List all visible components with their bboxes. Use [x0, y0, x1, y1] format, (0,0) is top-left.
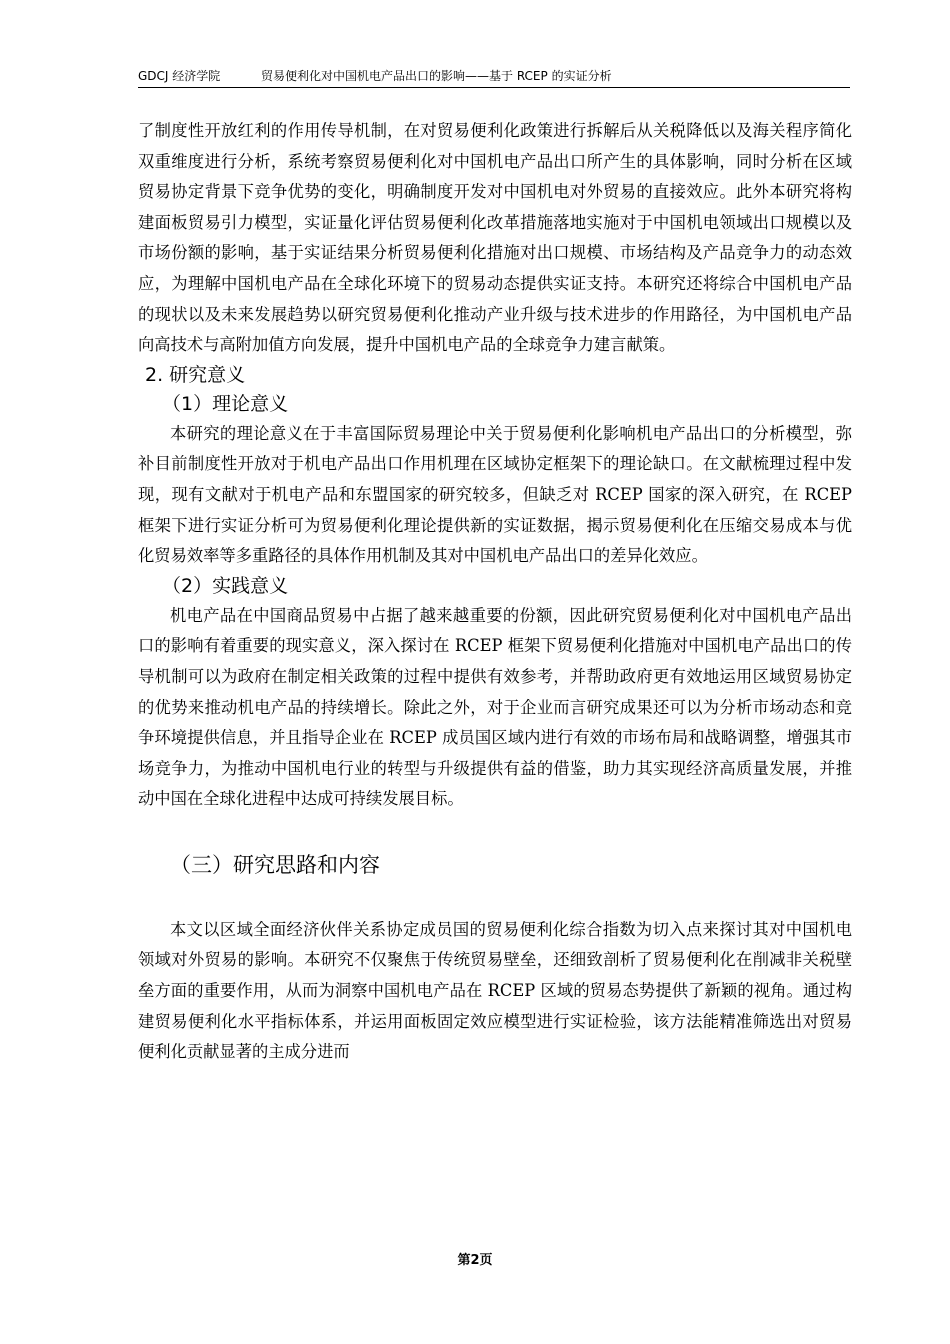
header-title: 贸易便利化对中国机电产品出口的影响——基于 RCEP 的实证分析 — [261, 69, 612, 83]
heading-practical-significance: （2）实践意义 — [162, 574, 289, 597]
page-content — [138, 116, 852, 1068]
paragraph-theoretical: 本研究的理论意义在于丰富国际贸易理论中关于贸易便利化影响机电产品出口的分析模型，弥补目前制度性开放对于机电产品出口作用机理在区域协定框架下的理论缺口。在文献梳理过程中发现，现有文献对于机电产品和东盟国家的研究较多，但缺乏对 RCEP 国家的深入研究，在 RCEP 框架下进行实证分析可为贸易便利化理论提供新的实证数据，揭示贸易便利化在压缩交易成本与优化贸易效率等多重路径的具体作用机制及其对中国机电产品出口的差异化效应。 — [138, 423, 852, 566]
paragraph-practical: 机电产品在中国商品贸易中占据了越来越重要的份额，因此研究贸易便利化对中国机电产品出口的影响有着重要的现实意义，深入探讨在 RCEP 框架下贸易便利化措施对中国机电产品出口的传导机制可以为政府在制定相关政策的过程中提供有效参考，并帮助政府更有效地运用区域贸易协定的优势来推动机电产品的持续增长。除此之外，对于企业而言研究成果还可以为分析市场动态和竞争环境提供信息，并且指导企业在 RCEP 成员国区域内进行有效的市场布局和战略调整，增强其市场竞争力，为推动中国机电行业的转型与升级提供有益的借鉴，助力其实现经济高质量发展，并推动中国在全球化进程中达成可持续发展目标。 — [138, 605, 852, 809]
page-number: 第2页 — [457, 1253, 493, 1268]
page-header — [138, 67, 850, 88]
paragraph-intro: 了制度性开放红利的作用传导机制，在对贸易便利化政策进行拆解后从关税降低以及海关程序简化双重维度进行分析，系统考察贸易便利化对中国机电产品出口所产生的具体影响，同时分析在区域贸易协定背景下竞争优势的变化，明确制度开发对中国机电对外贸易的直接效应。此外本研究将构建面板贸易引力模型，实证量化评估贸易便利化改革措施落地实施对于中国机电领域出口规模以及市场份额的影响，基于实证结果分析贸易便利化措施对出口规模、市场结构及产品竞争力的动态效应，为理解中国机电产品在全球化环境下的贸易动态提供实证支持。本研究还将综合中国机电产品的现状以及未来发展趋势以研究贸易便利化推动产业升级与技术进步的作用路径，为中国机电产品向高技术与高附加值方向发展，提升中国机电产品的全球竞争力建言献策。 — [138, 121, 852, 355]
heading-research-significance: 2. 研究意义 — [145, 363, 246, 386]
spacer — [138, 879, 852, 915]
header-school: GDCJ 经济学院 — [138, 69, 221, 83]
heading-theoretical-significance: （1）理论意义 — [162, 392, 289, 415]
paragraph-approach: 本文以区域全面经济伙伴关系协定成员国的贸易便利化综合指数为切入点来探讨其对中国机电领域对外贸易的影响。本研究不仅聚焦于传统贸易壁垒，还细致剖析了贸易便利化在削减非关税壁垒方面的重要作用，从而为洞察中国机电产品在 RCEP 区域的贸易态势提供了新颖的视角。通过构建贸易便利化水平指标体系，并运用面板固定效应模型进行实证检验，该方法能精准筛选出对贸易便利化贡献显著的主成分进而 — [138, 919, 852, 1062]
heading-research-approach: （三）研究思路和内容 — [170, 852, 380, 877]
spacer — [138, 815, 852, 851]
